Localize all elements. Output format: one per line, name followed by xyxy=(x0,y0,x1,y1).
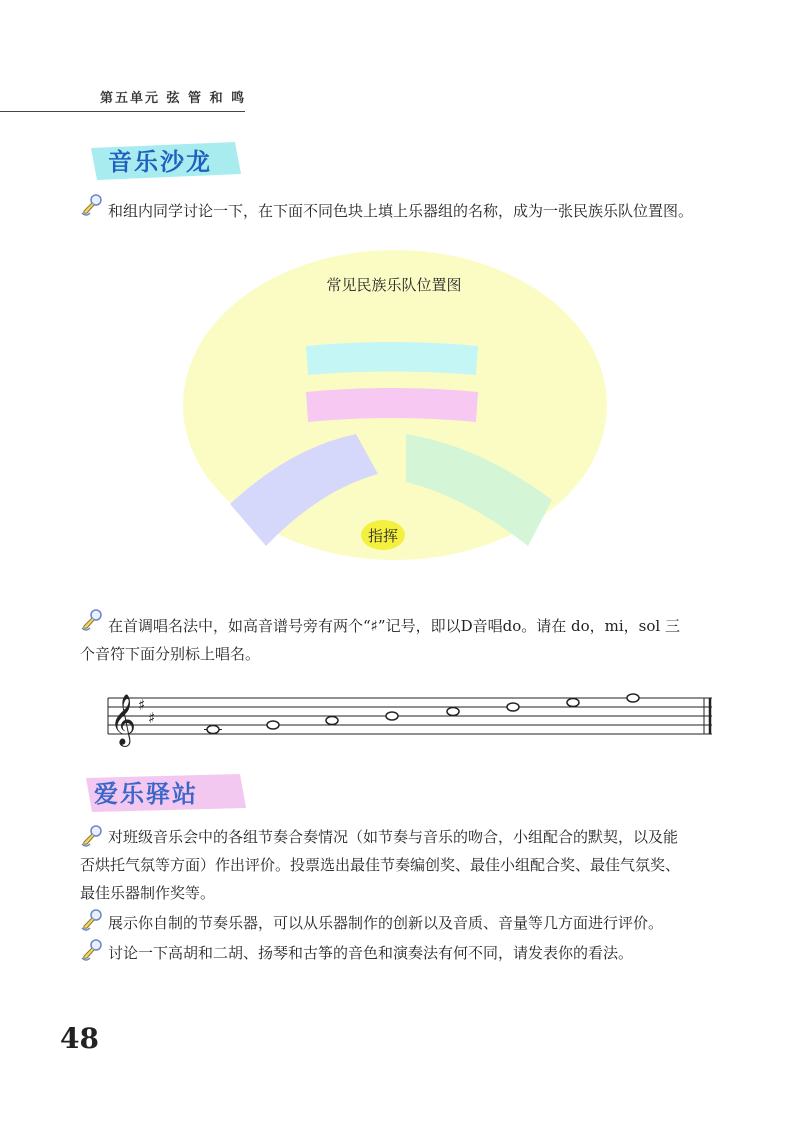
sharp-f-icon: ♯ xyxy=(138,696,146,714)
horn-icon xyxy=(80,824,104,848)
cyan-section-block[interactable] xyxy=(306,342,478,375)
music-staff xyxy=(100,690,720,750)
horn-icon xyxy=(80,938,104,962)
evaluation-item-1-line2: 否烘托气氛等方面）作出评价。投票选出最佳节奏编创奖、最佳小组配合奖、最佳气氛奖、 xyxy=(80,856,681,874)
note-f-sharp xyxy=(326,717,338,725)
diagram-title: 常见民族乐队位置图 xyxy=(326,276,462,294)
evaluation-item-3: 讨论一下高胡和二胡、扬琴和古筝的音色和演奏法有何不同，请发表你的看法。 xyxy=(108,944,634,962)
note-e xyxy=(267,721,279,729)
note-g xyxy=(386,712,398,720)
unit-header: 第五单元 弦 管 和 鸣 xyxy=(100,91,247,106)
note-c-sharp xyxy=(567,699,579,707)
horn-icon xyxy=(80,908,104,932)
section-title-music-station: 爱乐驿站 xyxy=(94,780,198,808)
sharp-c-icon: ♯ xyxy=(148,709,156,727)
note-a xyxy=(447,708,459,716)
section-title-music-salon: 音乐沙龙 xyxy=(108,148,212,176)
note-b xyxy=(507,703,519,711)
evaluation-item-1-line1: 对班级音乐会中的各组节奏合奏情况（如节奏与音乐的吻合，小组配合的默契，以及能 xyxy=(108,828,679,846)
evaluation-item-1-line3: 最佳乐器制作奖等。 xyxy=(80,884,216,902)
treble-clef-icon: 𝄞 xyxy=(110,694,137,745)
horn-icon xyxy=(80,608,104,632)
solfege-instruction-line2: 个音符下面分别标上唱名。 xyxy=(80,645,261,663)
conductor-label: 指挥 xyxy=(367,527,399,545)
solfege-instruction-line1: 在首调唱名法中，如高音谱号旁有两个“♯”记号，即以D音唱do。请在 do，mi，sol 三 xyxy=(108,617,680,635)
instruction-text: 和组内同学讨论一下，在下面不同色块上填上乐器组的名称，成为一张民族乐队位置图。 xyxy=(108,202,694,220)
horn-icon xyxy=(80,193,104,217)
note-d xyxy=(207,726,219,734)
evaluation-item-2: 展示你自制的节奏乐器，可以从乐器制作的创新以及音质、音量等几方面进行评价。 xyxy=(108,914,664,932)
orchestra-seating-diagram xyxy=(180,250,620,590)
pink-section-block[interactable] xyxy=(306,388,478,422)
header-divider xyxy=(0,111,245,112)
page-number: 48 xyxy=(60,1022,99,1055)
note-d-high xyxy=(627,694,639,702)
